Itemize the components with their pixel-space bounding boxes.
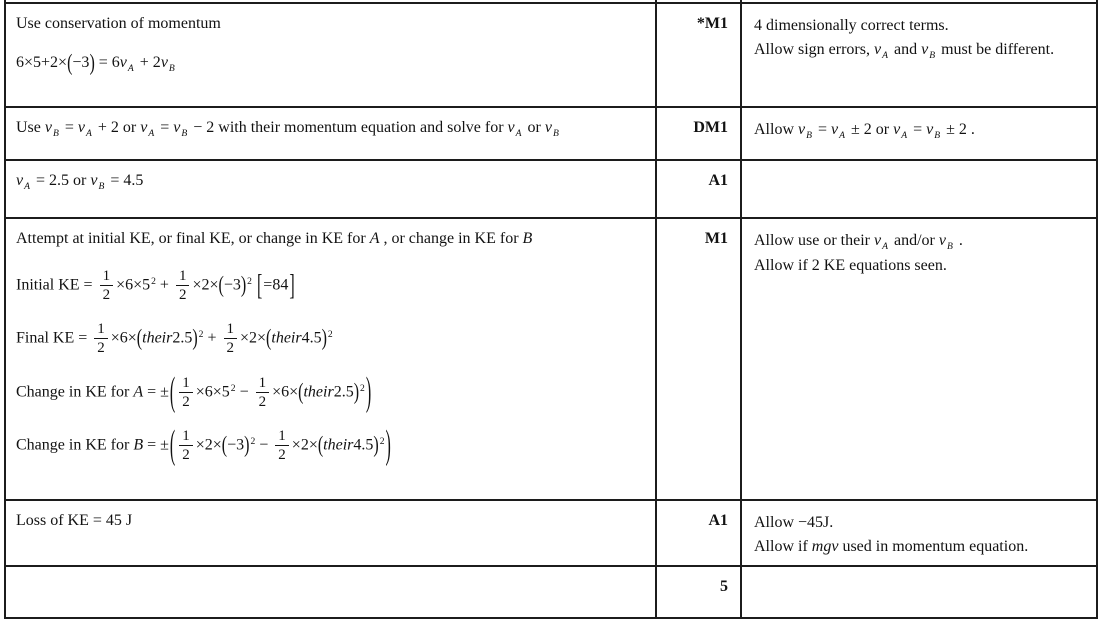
mark-scheme-table <box>4 0 1098 619</box>
mark-cell: A1 <box>656 160 741 218</box>
change-ke-b-equation: Change in KE for B = ±( $\frac{1}{2}$ $\times 2\times(-3)^2$ − $\frac{1}{2}$ ×2×(their4.5)$^2$) <box>16 424 391 468</box>
working-cell <box>5 160 656 218</box>
working-line: Loss of KE = 45 J <box>16 512 133 529</box>
working-line: $v_A = 2.5$ or $v_B = 4.5$ <box>16 172 144 192</box>
final-ke-equation: Final KE = $\frac{1}{2}$ ×6×(their2.5)$^2$ + $\frac{1}{2}$ ×2×(their4.5)$^2$ <box>16 321 333 357</box>
working-line: Use $v_B = v_A + 2$ or $v_A = v_B - 2$ with their momentum equation and solve for $v_A$ or $v_B$ <box>16 119 559 139</box>
momentum-equation: $6\times 5+2\times(-3) = 6v_A + 2v_B$ <box>16 51 175 76</box>
working-cell <box>5 566 656 618</box>
mark-scheme-body <box>5 0 1097 618</box>
mark-cell: A1 <box>656 500 741 566</box>
table-row-velocity-answers <box>5 160 1097 218</box>
total-marks-cell: 5 <box>656 566 741 618</box>
working-cell <box>5 218 656 500</box>
note-line: Allow −45J. <box>754 514 834 531</box>
table-row-relative-velocity <box>5 107 1097 160</box>
table-row-ke-loss <box>5 500 1097 566</box>
notes-cell <box>741 3 1097 107</box>
mark-cell: *M1 <box>656 3 741 107</box>
note-line: Allow use or their $v_A$ and/or $v_B$ . <box>754 232 963 252</box>
mark-cell: M1 <box>656 218 741 500</box>
working-cell <box>5 3 656 107</box>
working-line: Use conservation of momentum <box>16 15 221 32</box>
note-line: Allow if mgv used in momentum equation. <box>754 538 1029 556</box>
mark-cell: DM1 <box>656 107 741 160</box>
notes-cell <box>741 218 1097 500</box>
notes-cell <box>741 160 1097 218</box>
initial-ke-equation: Initial KE = $\frac{1}{2}$ $\times 6\times 5^2$ + $\frac{1}{2}$ $\times 2\times(-3)^2$ [=84] <box>16 267 295 303</box>
notes-cell <box>741 566 1097 618</box>
notes-cell <box>741 500 1097 566</box>
note-line: Allow sign errors, $v_A$ and $v_B$ must be different. <box>754 41 1055 62</box>
table-row-total <box>5 566 1097 618</box>
working-cell <box>5 500 656 566</box>
note-line: Allow $v_B = v_A \pm 2$ or $v_A = v_B \pm 2$ . <box>754 121 975 141</box>
working-cell <box>5 107 656 160</box>
notes-cell <box>741 107 1097 160</box>
note-line: 4 dimensionally correct terms. <box>754 17 949 34</box>
working-line: Attempt at initial KE, or final KE, or change in KE for A , or change in KE for B <box>16 230 533 247</box>
note-line: Allow if 2 KE equations seen. <box>754 257 947 275</box>
table-row-momentum <box>5 3 1097 107</box>
change-ke-a-equation: Change in KE for A = ±( $\frac{1}{2}$ $\times 6\times 5^2$ − $\frac{1}{2}$ ×6×(their2.5)$^2$) <box>16 371 372 415</box>
table-row-kinetic-energy <box>5 218 1097 500</box>
